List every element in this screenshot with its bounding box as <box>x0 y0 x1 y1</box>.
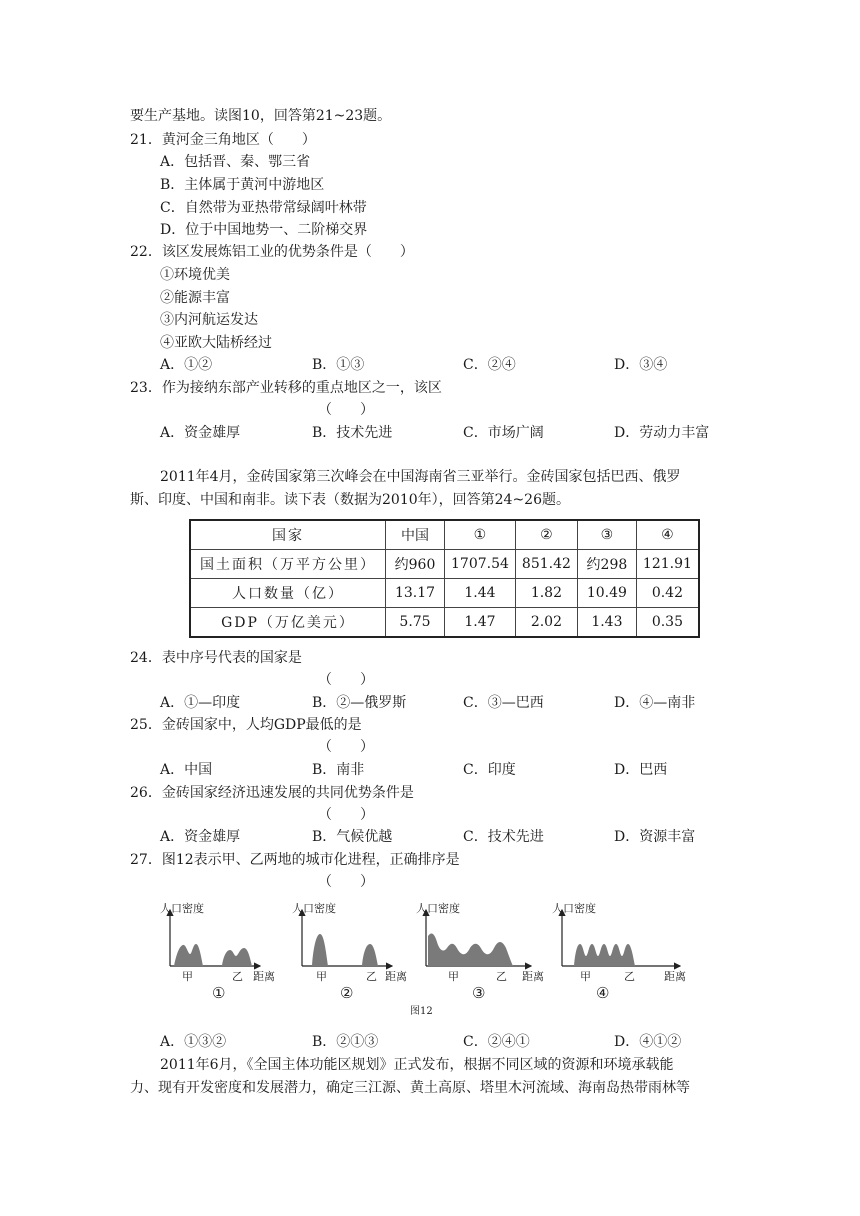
table-cell: 0.42 <box>636 579 699 608</box>
panel-number: ① <box>212 984 226 1002</box>
q21-option-b[interactable]: B．主体属于黄河中游地区 <box>160 177 325 193</box>
axis-x-label: 距离 <box>664 970 686 983</box>
question-25-stem: 25．金砖国家中，人均GDP最低的是 <box>130 717 362 733</box>
axis-x-label: 距离 <box>253 970 275 983</box>
question-26-stem: 26．金砖国家经济迅速发展的共同优势条件是 <box>130 785 414 801</box>
q21-option-d[interactable]: D．位于中国地势一、二阶梯交界 <box>160 222 368 238</box>
table-cell: 约960 <box>386 550 445 579</box>
figure-panel-1 <box>160 901 275 1002</box>
table-header-cell: ③ <box>577 520 636 550</box>
table-cell: 13.17 <box>386 579 445 608</box>
place-label-yi: 乙 <box>624 970 635 983</box>
table-cell: 1.82 <box>515 579 577 608</box>
q22-option-c[interactable]: C．②④ <box>463 357 516 373</box>
density-curve <box>574 944 635 966</box>
axis-y-label: 人口密度 <box>552 902 596 915</box>
place-label-jia: 甲 <box>580 970 591 983</box>
question-24-stem: 24．表中序号代表的国家是 <box>130 650 302 666</box>
question-22-stem: 22．该区发展炼铝工业的优势条件是（ ） <box>130 244 414 260</box>
place-label-yi: 乙 <box>366 970 377 983</box>
question-21-stem: 21．黄河金三角地区（ ） <box>130 132 316 148</box>
place-label-jia: 甲 <box>316 970 327 983</box>
q23-option-d[interactable]: D．劳动力丰富 <box>614 425 710 441</box>
panel-number: ④ <box>596 984 610 1002</box>
intro-line: 要生产基地。读图10，回答第21~23题。 <box>130 108 392 124</box>
panel-number: ② <box>340 984 354 1002</box>
density-curve <box>312 934 328 966</box>
q27-option-c[interactable]: C．②④① <box>463 1034 530 1050</box>
q26-option-b[interactable]: B．气候优越 <box>312 829 393 845</box>
q26-answer-blank[interactable]: （ ） <box>318 807 374 823</box>
q21-option-a[interactable]: A．包括晋、秦、鄂三省 <box>160 154 311 170</box>
q24-option-c[interactable]: C．③—巴西 <box>463 695 544 711</box>
figure-12 <box>160 898 700 1023</box>
place-label-jia: 甲 <box>448 970 459 983</box>
q27-option-a[interactable]: A．①③② <box>160 1034 227 1050</box>
passage-1-line-2: 斯、印度、中国和南非。读下表（数据为2010年），回答第24~26题。 <box>130 492 570 508</box>
place-label-yi: 乙 <box>232 970 243 983</box>
q24-option-a[interactable]: A．①—印度 <box>160 695 241 711</box>
q25-answer-blank[interactable]: （ ） <box>318 739 374 755</box>
table-header-cell: 国家 <box>190 520 386 550</box>
q25-option-d[interactable]: D．巴西 <box>614 762 668 778</box>
table-cell: 1.47 <box>445 608 516 638</box>
q26-option-a[interactable]: A．资金雄厚 <box>160 829 241 845</box>
q24-option-d[interactable]: D．④—南非 <box>614 695 696 711</box>
q22-item-4: ④亚欧大陆桥经过 <box>160 335 272 351</box>
figure-caption: 图12 <box>410 1006 433 1017</box>
q22-item-1: ①环境优美 <box>160 267 230 283</box>
axis-x-label: 距离 <box>385 970 407 983</box>
question-23-stem: 23．作为接纳东部产业转移的重点地区之一，该区 <box>130 380 442 396</box>
figure-panel-4 <box>552 901 686 1002</box>
table-cell: 约298 <box>577 550 636 579</box>
panel-number: ③ <box>472 984 486 1002</box>
axis-y-label: 人口密度 <box>160 902 204 915</box>
figure-panel-2 <box>292 901 407 1002</box>
table-cell: GDP（万亿美元） <box>190 608 386 638</box>
q27-option-b[interactable]: B．②①③ <box>312 1034 379 1050</box>
q25-option-a[interactable]: A．中国 <box>160 762 213 778</box>
table-cell: 5.75 <box>386 608 445 638</box>
passage-2-line-1: 2011年6月，《全国主体功能区规划》正式发布，根据不同区域的资源和环境承载能 <box>160 1057 674 1073</box>
figure-panel-3 <box>416 901 544 1002</box>
axis-y-label: 人口密度 <box>416 902 460 915</box>
table-header-row <box>190 520 699 550</box>
table-row <box>190 608 699 638</box>
q22-item-2: ②能源丰富 <box>160 290 230 306</box>
q24-option-b[interactable]: B．②—俄罗斯 <box>312 695 407 711</box>
axis-y-label: 人口密度 <box>292 902 336 915</box>
table-cell: 2.02 <box>515 608 577 638</box>
q26-option-c[interactable]: C．技术先进 <box>463 829 544 845</box>
q24-answer-blank[interactable]: （ ） <box>318 672 374 688</box>
axis-x-label: 距离 <box>522 970 544 983</box>
passage-1-line-1: 2011年4月，金砖国家第三次峰会在中国海南省三亚举行。金砖国家包括巴西、俄罗 <box>160 469 681 485</box>
table-row <box>190 579 699 608</box>
place-label-jia: 甲 <box>182 970 193 983</box>
table-cell: 人口数量（亿） <box>190 579 386 608</box>
table-cell: 1.44 <box>445 579 516 608</box>
q22-item-3: ③内河航运发达 <box>160 312 258 328</box>
q23-option-b[interactable]: B．技术先进 <box>312 425 393 441</box>
q23-answer-blank[interactable]: （ ） <box>318 402 374 418</box>
q21-option-c[interactable]: C．自然带为亚热带常绿阔叶林带 <box>160 200 367 216</box>
table-row <box>190 550 699 579</box>
table-header-cell: ② <box>515 520 577 550</box>
q22-option-a[interactable]: A．①② <box>160 357 213 373</box>
table-cell: 0.35 <box>636 608 699 638</box>
density-curve <box>362 944 378 966</box>
table-cell: 1707.54 <box>445 550 516 579</box>
q22-option-b[interactable]: B．①③ <box>312 357 365 373</box>
density-curve <box>222 948 252 966</box>
passage-2-line-2: 力、现有开发密度和发展潜力，确定三江源、黄土高原、塔里木河流域、海南岛热带雨林等 <box>130 1080 690 1096</box>
table-cell: 1.43 <box>577 608 636 638</box>
brics-data-table <box>189 519 700 638</box>
table-header-cell: ① <box>445 520 516 550</box>
q25-option-b[interactable]: B．南非 <box>312 762 365 778</box>
q27-answer-blank[interactable]: （ ） <box>318 874 374 890</box>
density-curve <box>174 944 203 966</box>
q23-option-a[interactable]: A．资金雄厚 <box>160 425 241 441</box>
density-curve <box>428 934 513 966</box>
table-cell: 121.91 <box>636 550 699 579</box>
q25-option-c[interactable]: C．印度 <box>463 762 516 778</box>
q23-option-c[interactable]: C．市场广阔 <box>463 425 544 441</box>
q26-option-d[interactable]: D．资源丰富 <box>614 829 696 845</box>
table-header-cell: 中国 <box>386 520 445 550</box>
q22-option-d[interactable]: D．③④ <box>614 357 668 373</box>
table-cell: 国土面积（万平方公里） <box>190 550 386 579</box>
table-cell: 10.49 <box>577 579 636 608</box>
q27-option-d[interactable]: D．④①② <box>614 1034 682 1050</box>
table-header-cell: ④ <box>636 520 699 550</box>
table-cell: 851.42 <box>515 550 577 579</box>
place-label-yi: 乙 <box>496 970 507 983</box>
question-27-stem: 27．图12表示甲、乙两地的城市化进程，正确排序是 <box>130 852 460 868</box>
